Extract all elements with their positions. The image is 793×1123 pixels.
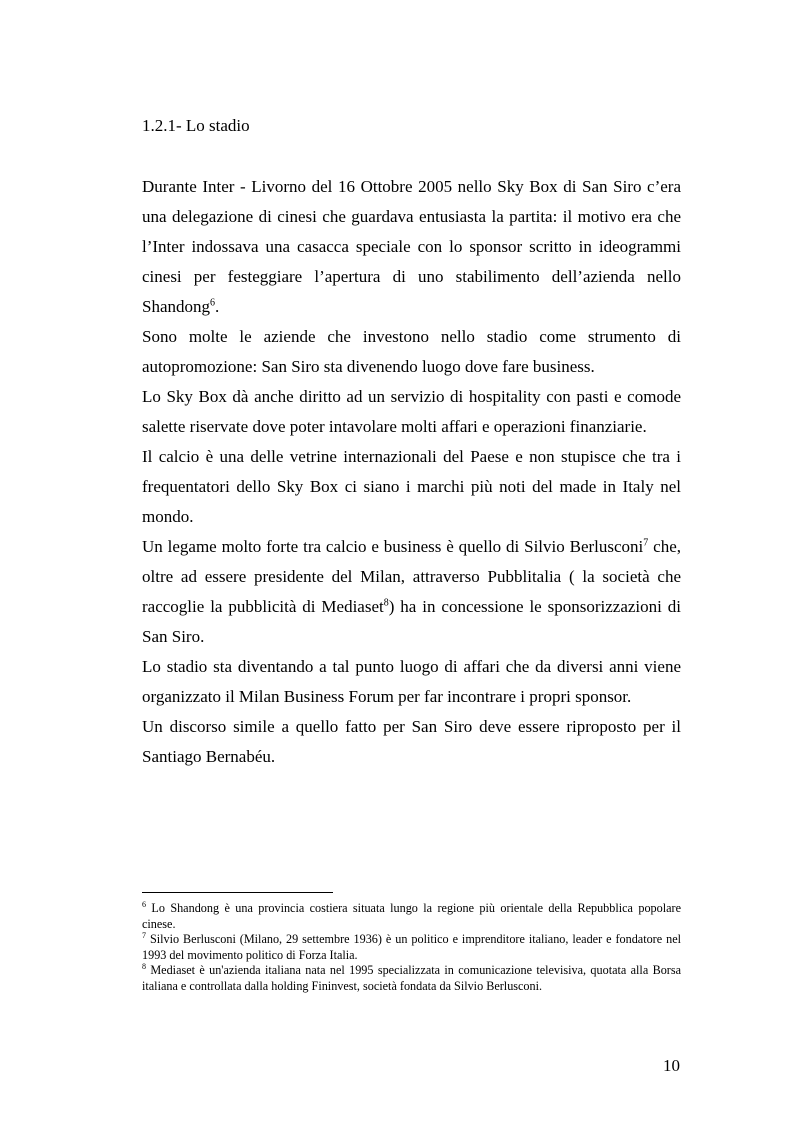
footnote-ref-7: 7: [643, 537, 649, 549]
footnote-number: 8: [142, 961, 146, 971]
paragraph-5-text-a: Un legame molto forte tra calcio e business è quello di Silvio Berlusconi: [142, 537, 644, 556]
paragraph-2: Sono molte le aziende che investono nello stadio come strumento di autopromozione: San Siro sta divenendo luogo dove fare business.: [142, 327, 681, 376]
page-number: 10: [663, 1056, 680, 1075]
paragraph-3: Lo Sky Box dà anche diritto ad un servizio di hospitality con pasti e comode salette riservate dove poter intavolare molti affari e operazioni finanziarie.: [142, 387, 681, 436]
paragraph-5-text-c: ) ha in concessione le sponsorizzazioni di San Siro.: [142, 597, 682, 646]
footnote-ref-6: 6: [210, 297, 215, 309]
footnote-8: [142, 963, 681, 994]
footnote-7: [142, 932, 681, 963]
paragraph-5: [142, 532, 681, 652]
footnote-separator: [142, 892, 333, 893]
paragraph-6: Lo stadio sta diventando a tal punto luogo di affari che da diversi anni viene organizzato il Milan Business Forum per far incontrare i propri sponsor.: [142, 657, 681, 706]
paragraph-1: [142, 172, 681, 322]
paragraph-5-text-b: che, oltre ad essere presidente del Milan, attraverso Pubblitalia ( la società che raccoglie la pubblicità di Mediaset: [142, 537, 681, 616]
paragraph-7: Un discorso simile a quello fatto per San Siro deve essere riproposto per il Santiago Bernabéu.: [142, 717, 681, 766]
footnote-text: Silvio Berlusconi (Milano, 29 settembre 1936) è un politico e imprenditore italiano, leader e fondatore nel 1993 del movimento politico di Forza Italia.: [142, 932, 681, 962]
footnote-ref-8: 8: [383, 597, 389, 609]
footnote-6: [142, 901, 681, 932]
footnote-number: 7: [142, 930, 146, 940]
footnote-text: Lo Shandong è una provincia costiera situata lungo la regione più orientale della Repubblica popolare cinese.: [142, 901, 681, 931]
section-heading: 1.2.1- Lo stadio: [142, 116, 250, 135]
paragraph-1-end: .: [215, 297, 220, 316]
footnote-number: 6: [142, 899, 146, 909]
paragraph-4: Il calcio è una delle vetrine internazionali del Paese e non stupisce che tra i frequentatori dello Sky Box ci siano i marchi più noti del made in Italy nel mondo.: [142, 447, 681, 526]
body-text: [142, 172, 681, 772]
paragraph-1-text: Durante Inter - Livorno del 16 Ottobre 2005 nello Sky Box di San Siro c’era una delegazione di cinesi che guardava entusiasta la partita: il motivo era che l’Inter indossava una casacca speciale con lo sponsor scritto in ideogrammi cinesi per festeggiare l’apertura di uno stabilimento dell’azienda nello Shandong: [142, 177, 681, 316]
footnote-text: Mediaset è un'azienda italiana nata nel 1995 specializzata in comunicazione televisiva, quotata alla Borsa italiana e controllata dalla holding Fininvest, società fondata da Silvio Berlusconi.: [142, 963, 681, 993]
footnotes: [142, 901, 681, 994]
